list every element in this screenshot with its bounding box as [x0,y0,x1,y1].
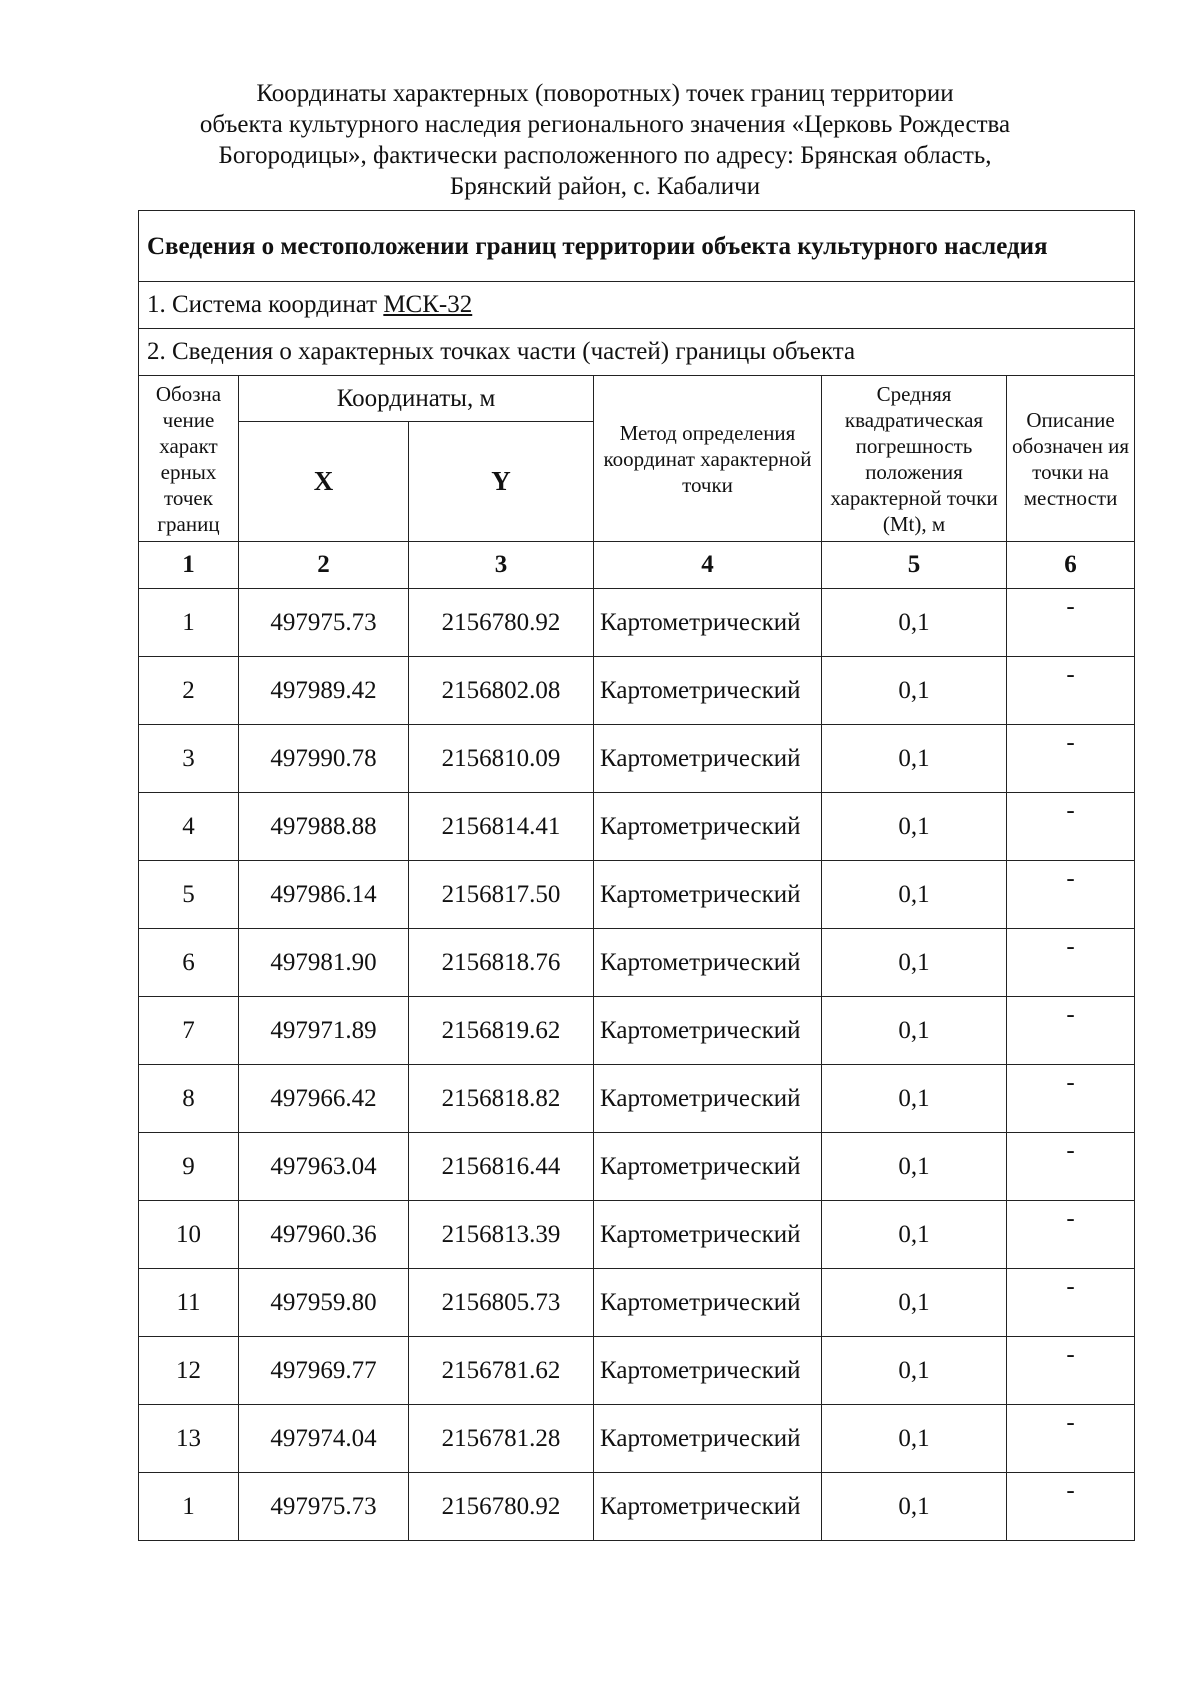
table-row [139,1065,1135,1133]
column-number: 5 [822,542,1007,589]
method-cell: Картометрический [594,1065,822,1133]
y-coordinate-cell: 2156816.44 [409,1133,594,1201]
column-number: 2 [239,542,409,589]
x-coordinate-cell: 497963.04 [239,1133,409,1201]
description-cell: - [1007,929,1135,997]
description-cell: - [1007,725,1135,793]
coordinate-system-row [139,282,1135,329]
description-cell: - [1007,1405,1135,1473]
header-description: Описание обозначен ия точки на местности [1007,376,1135,542]
table-row [139,861,1135,929]
point-number-cell: 9 [139,1133,239,1201]
column-number: 1 [139,542,239,589]
mean-error-cell: 0,1 [822,861,1007,929]
x-coordinate-cell: 497966.42 [239,1065,409,1133]
header-point-designation: Обозна чение характ ерных точек границ [139,376,239,542]
x-coordinate-cell: 497969.77 [239,1337,409,1405]
x-coordinate-cell: 497990.78 [239,725,409,793]
table-row [139,725,1135,793]
x-coordinate-cell: 497986.14 [239,861,409,929]
description-cell: - [1007,1473,1135,1541]
points-info-row: 2. Сведения о характерных точках части (частей) границы объекта [139,329,1135,376]
table-row [139,1405,1135,1473]
document-title [130,78,1080,202]
header-x: X [239,422,409,542]
description-cell: - [1007,997,1135,1065]
method-cell: Картометрический [594,1405,822,1473]
mean-error-cell: 0,1 [822,1405,1007,1473]
table-row [139,929,1135,997]
point-number-cell: 8 [139,1065,239,1133]
point-number-cell: 1 [139,589,239,657]
method-cell: Картометрический [594,1201,822,1269]
x-coordinate-cell: 497974.04 [239,1405,409,1473]
method-cell: Картометрический [594,1337,822,1405]
method-cell: Картометрический [594,1133,822,1201]
point-number-cell: 7 [139,997,239,1065]
y-coordinate-cell: 2156814.41 [409,793,594,861]
x-coordinate-cell: 497989.42 [239,657,409,725]
point-number-cell: 10 [139,1201,239,1269]
column-number-row [139,542,1135,589]
description-cell: - [1007,1201,1135,1269]
description-cell: - [1007,589,1135,657]
mean-error-cell: 0,1 [822,997,1007,1065]
column-number: 4 [594,542,822,589]
table-row [139,793,1135,861]
method-cell: Картометрический [594,861,822,929]
y-coordinate-cell: 2156781.28 [409,1405,594,1473]
table-row [139,1473,1135,1541]
y-coordinate-cell: 2156813.39 [409,1201,594,1269]
y-coordinate-cell: 2156802.08 [409,657,594,725]
y-coordinate-cell: 2156818.82 [409,1065,594,1133]
coordinate-system-value: МСК-32 [383,291,473,318]
description-cell: - [1007,657,1135,725]
column-number: 6 [1007,542,1135,589]
y-coordinate-cell: 2156805.73 [409,1269,594,1337]
title-line-4: Брянский район, с. Кабаличи [449,173,761,200]
method-cell: Картометрический [594,1473,822,1541]
mean-error-cell: 0,1 [822,1065,1007,1133]
title-line-3: Богородицы», фактически расположенного по адресу: Брянская область, [218,142,992,169]
header-coordinates: Координаты, м [239,376,594,422]
table-row [139,1337,1135,1405]
coordinate-system-label: 1. Система координат [147,291,384,318]
x-coordinate-cell: 497959.80 [239,1269,409,1337]
mean-error-cell: 0,1 [822,1473,1007,1541]
x-coordinate-cell: 497975.73 [239,1473,409,1541]
mean-error-cell: 0,1 [822,589,1007,657]
point-number-cell: 3 [139,725,239,793]
y-coordinate-cell: 2156781.62 [409,1337,594,1405]
method-cell: Картометрический [594,657,822,725]
mean-error-cell: 0,1 [822,793,1007,861]
x-coordinate-cell: 497981.90 [239,929,409,997]
method-cell: Картометрический [594,589,822,657]
method-cell: Картометрический [594,929,822,997]
description-cell: - [1007,793,1135,861]
table-row [139,1201,1135,1269]
x-coordinate-cell: 497960.36 [239,1201,409,1269]
header-y: Y [409,422,594,542]
mean-error-cell: 0,1 [822,1269,1007,1337]
point-number-cell: 4 [139,793,239,861]
section-heading: Сведения о местоположении границ территории объекта культурного наследия [139,211,1135,282]
title-line-2: объекта культурного наследия регионального значения «Церковь Рождества [199,111,1011,138]
mean-error-cell: 0,1 [822,725,1007,793]
mean-error-cell: 0,1 [822,929,1007,997]
method-cell: Картометрический [594,1269,822,1337]
mean-error-cell: 0,1 [822,657,1007,725]
y-coordinate-cell: 2156810.09 [409,725,594,793]
coordinates-table [138,210,1135,1541]
x-coordinate-cell: 497971.89 [239,997,409,1065]
point-number-cell: 6 [139,929,239,997]
mean-error-cell: 0,1 [822,1201,1007,1269]
table-row [139,1269,1135,1337]
point-number-cell: 1 [139,1473,239,1541]
y-coordinate-cell: 2156818.76 [409,929,594,997]
y-coordinate-cell: 2156817.50 [409,861,594,929]
y-coordinate-cell: 2156819.62 [409,997,594,1065]
x-coordinate-cell: 497988.88 [239,793,409,861]
point-number-cell: 12 [139,1337,239,1405]
description-cell: - [1007,1269,1135,1337]
method-cell: Картометрический [594,793,822,861]
description-cell: - [1007,861,1135,929]
description-cell: - [1007,1065,1135,1133]
point-number-cell: 2 [139,657,239,725]
header-method: Метод определения координат характерной точки [594,376,822,542]
point-number-cell: 11 [139,1269,239,1337]
table-row [139,997,1135,1065]
column-number: 3 [409,542,594,589]
y-coordinate-cell: 2156780.92 [409,1473,594,1541]
point-number-cell: 13 [139,1405,239,1473]
mean-error-cell: 0,1 [822,1133,1007,1201]
description-cell: - [1007,1337,1135,1405]
mean-error-cell: 0,1 [822,1337,1007,1405]
description-cell: - [1007,1133,1135,1201]
method-cell: Картометрический [594,997,822,1065]
title-line-1: Координаты характерных (поворотных) точек границ территории [256,80,954,107]
method-cell: Картометрический [594,725,822,793]
point-number-cell: 5 [139,861,239,929]
header-mean-error: Средняя квадратическая погрешность положения характерной точки (Mt), м [822,376,1007,542]
y-coordinate-cell: 2156780.92 [409,589,594,657]
table-row [139,657,1135,725]
table-row [139,589,1135,657]
table-row [139,1133,1135,1201]
x-coordinate-cell: 497975.73 [239,589,409,657]
